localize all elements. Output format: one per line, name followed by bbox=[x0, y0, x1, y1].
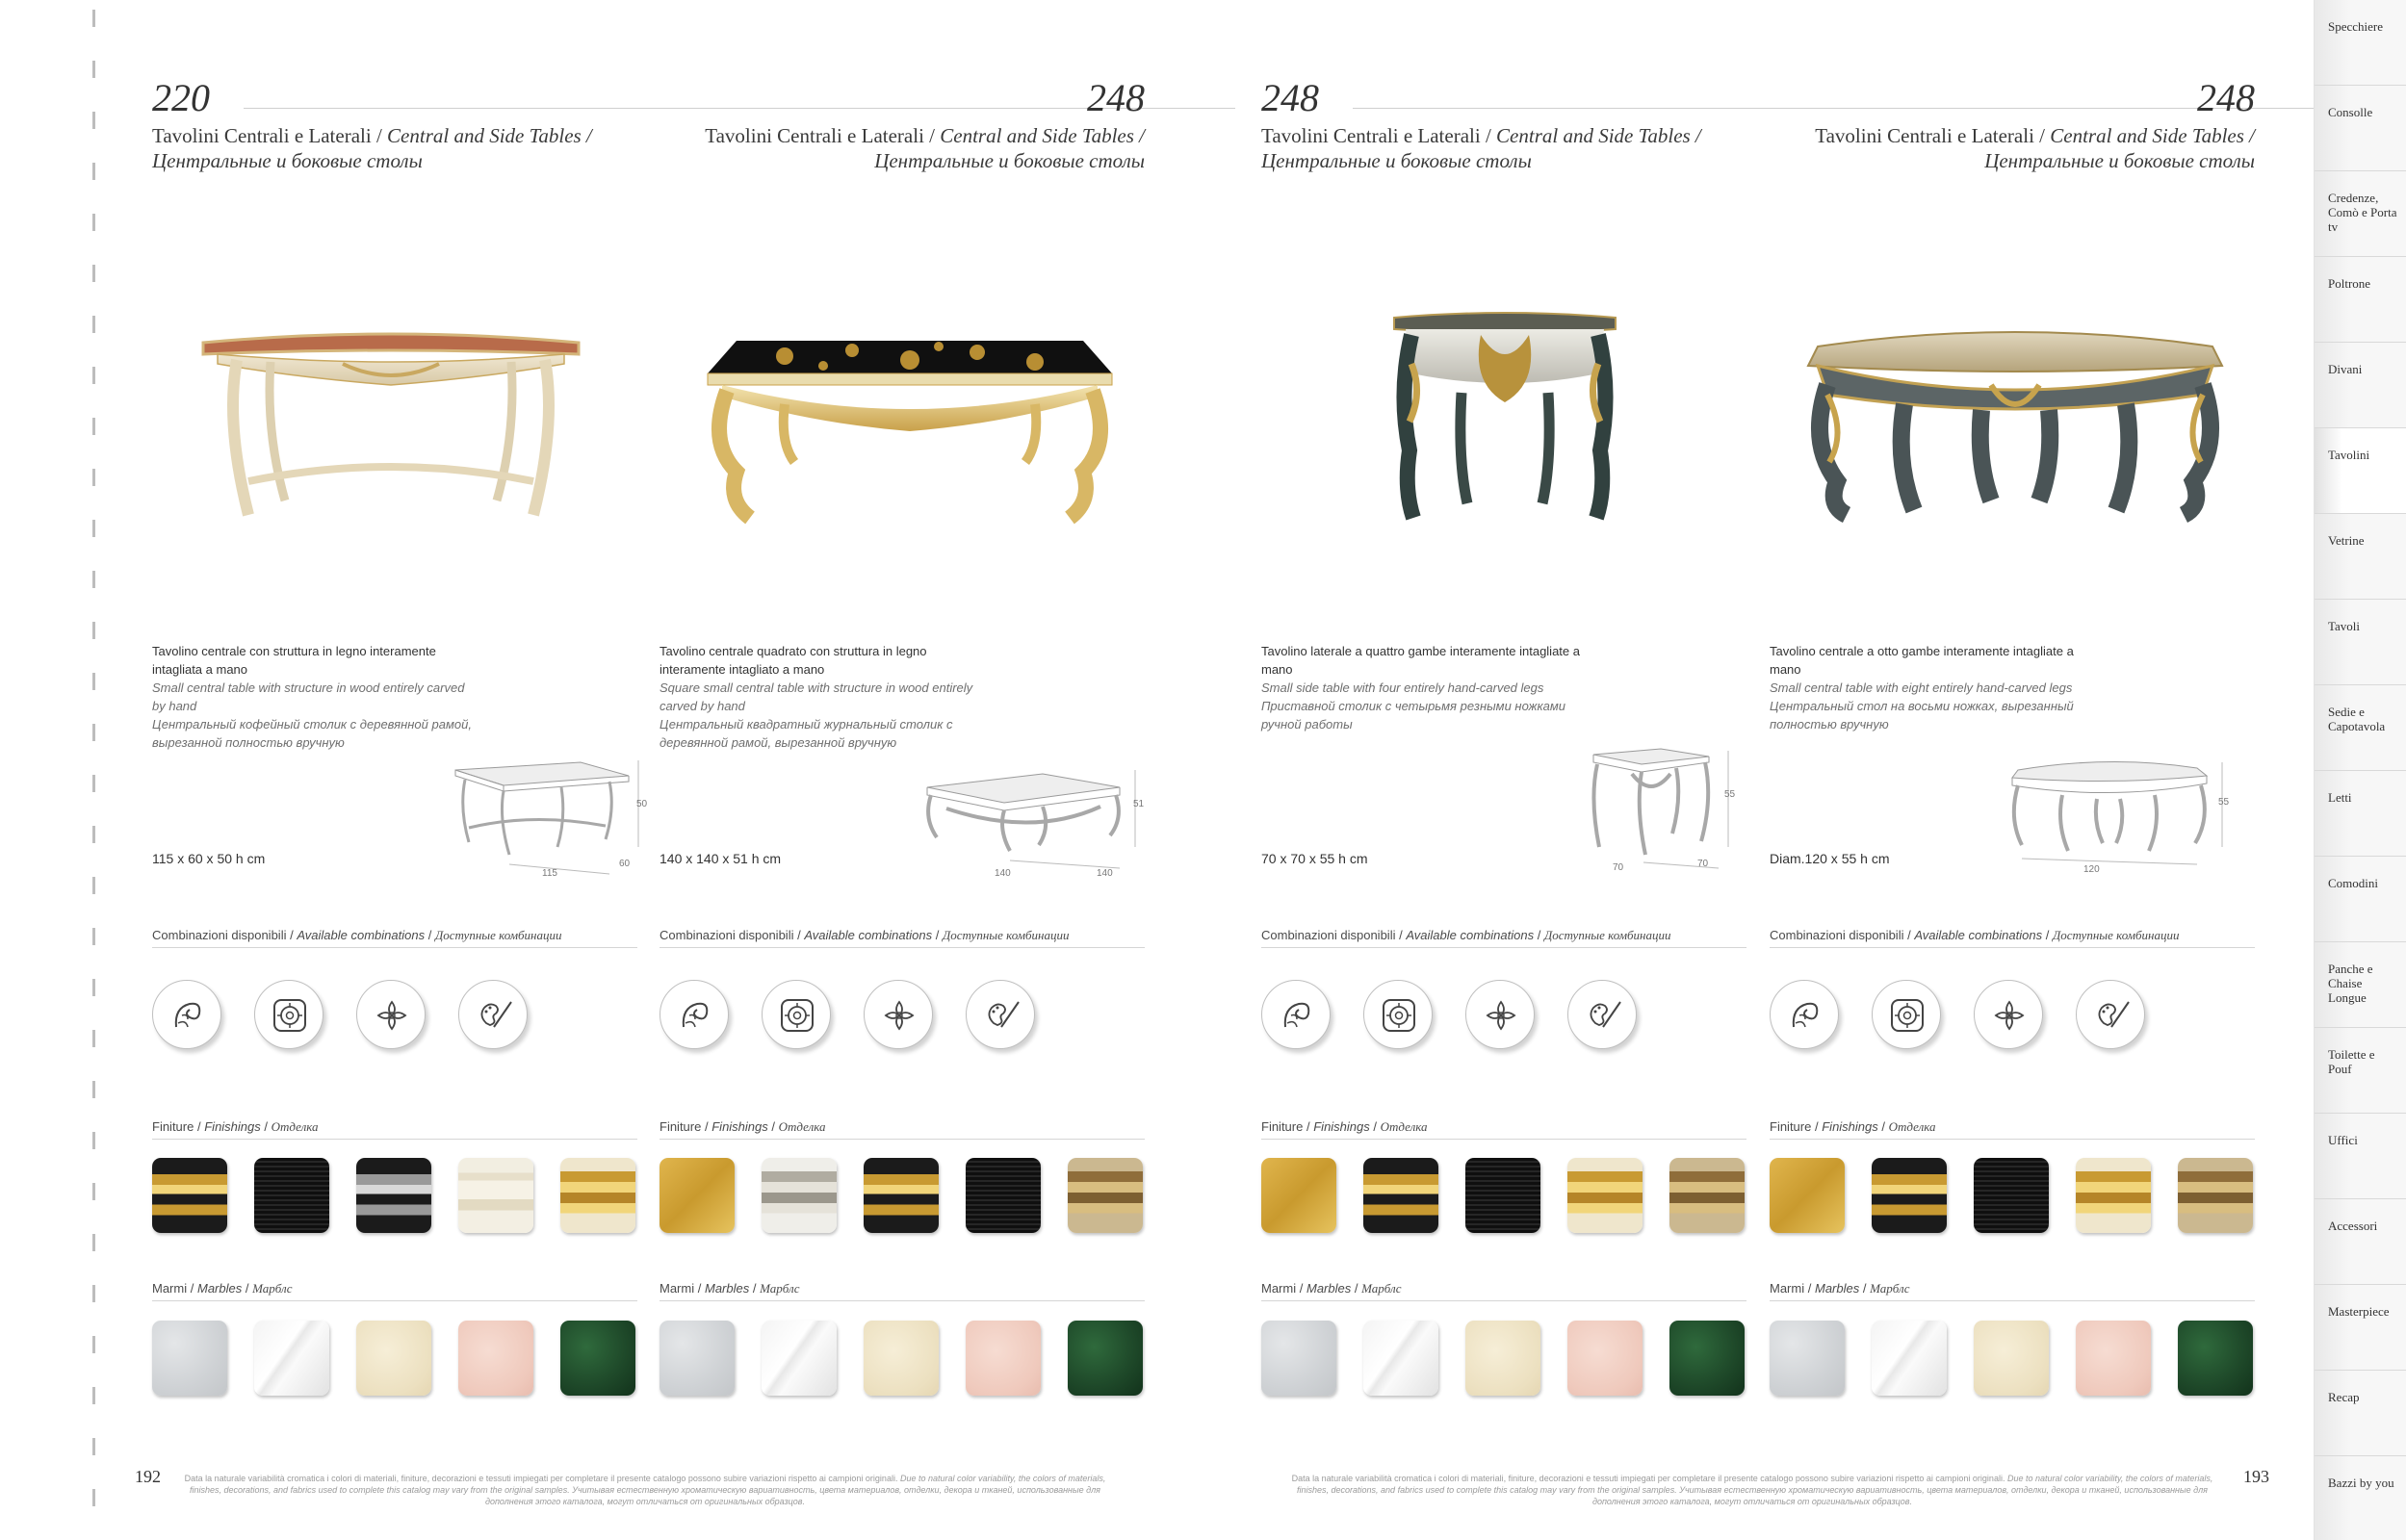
index-tab-tavolini[interactable]: Tavolini bbox=[2315, 428, 2406, 514]
binding-mark bbox=[92, 1132, 95, 1149]
finish-swatch-black bbox=[1974, 1158, 2049, 1233]
index-tab-specchiere[interactable]: Specchiere bbox=[2315, 0, 2406, 86]
finish-swatch-gold bbox=[660, 1158, 735, 1233]
finish-swatch-antique bbox=[1068, 1158, 1143, 1233]
product-description bbox=[660, 642, 987, 752]
binding-mark bbox=[92, 928, 95, 945]
binding-mark bbox=[92, 622, 95, 639]
category-header bbox=[644, 123, 1145, 173]
index-tab-panche-e-chaise-longue[interactable]: Panche e Chaise Longue bbox=[2315, 942, 2406, 1028]
page-reference: 220 bbox=[152, 76, 210, 119]
flower-carving-icon bbox=[864, 980, 933, 1049]
marbles-label: Marmi / Marbles / Марблс bbox=[152, 1281, 293, 1296]
flower-carving-icon bbox=[1974, 980, 2043, 1049]
pink-marble-swatch bbox=[2076, 1321, 2151, 1396]
pink-marble-swatch bbox=[458, 1321, 533, 1396]
dimensions: Diam.120 x 55 h cm bbox=[1770, 851, 1890, 866]
combinations-label: Combinazioni disponibili / Available combinations / Доступные комбинации bbox=[660, 928, 1070, 942]
finishings-rule bbox=[660, 1139, 1145, 1140]
cream-marble-swatch bbox=[1974, 1321, 2049, 1396]
sketch-height: 50 bbox=[636, 799, 648, 809]
index-tab-tavoli[interactable]: Tavoli bbox=[2315, 600, 2406, 685]
sketch-depth: 70 bbox=[1697, 859, 1709, 869]
finish-swatch-antique bbox=[2178, 1158, 2253, 1233]
page-number-left: 192 bbox=[135, 1467, 161, 1486]
white-carrara-marble-swatch bbox=[254, 1321, 329, 1396]
cream-marble-swatch bbox=[1465, 1321, 1540, 1396]
desc-ru: Центральный кофейный столик с деревянной рамой, вырезанной полностью вручную bbox=[152, 717, 472, 750]
header-ru: Центральные и боковые столы bbox=[874, 149, 1145, 172]
carving-icon bbox=[1770, 980, 1839, 1049]
desc-en: Small central table with eight entirely hand-carved legs bbox=[1770, 680, 2073, 695]
combinations-label: Combinazioni disponibili / Available combinations / Доступные комбинации bbox=[152, 928, 562, 942]
binding-mark bbox=[92, 1030, 95, 1047]
binding-mark bbox=[92, 1285, 95, 1302]
finishings-label: Finiture / Finishings / Отделка bbox=[1770, 1119, 1936, 1134]
marbles-rule bbox=[660, 1300, 1145, 1301]
binding-mark bbox=[92, 265, 95, 282]
finish-swatch-blacksilver bbox=[356, 1158, 431, 1233]
binding-mark bbox=[92, 1336, 95, 1353]
finishings-label: Finiture / Finishings / Отделка bbox=[1261, 1119, 1428, 1134]
product-photo bbox=[198, 318, 583, 529]
finish-swatch-goldivory bbox=[2076, 1158, 2151, 1233]
index-tab-uffici[interactable]: Uffici bbox=[2315, 1114, 2406, 1199]
finishings-rule bbox=[1770, 1139, 2255, 1140]
product-column-2 bbox=[660, 0, 1145, 1540]
finishings-rule bbox=[152, 1139, 637, 1140]
index-tab-letti[interactable]: Letti bbox=[2315, 771, 2406, 857]
page-reference: 248 bbox=[1261, 76, 1319, 119]
grey-marble-swatch bbox=[152, 1321, 227, 1396]
binding-mark bbox=[92, 571, 95, 588]
index-tab-bazzi-by-you[interactable]: Bazzi by you bbox=[2315, 1456, 2406, 1540]
sketch-width: 70 bbox=[1613, 862, 1624, 873]
sketch-depth: 140 bbox=[1097, 868, 1113, 879]
index-tab-comodini[interactable]: Comodini bbox=[2315, 857, 2406, 942]
green-marble-swatch bbox=[560, 1321, 635, 1396]
sketch-width: 115 bbox=[542, 868, 557, 879]
index-tab-toilette-e-pouf[interactable]: Toilette e Pouf bbox=[2315, 1028, 2406, 1114]
category-header bbox=[1261, 123, 1762, 173]
binding-mark bbox=[92, 1489, 95, 1506]
white-carrara-marble-swatch bbox=[1363, 1321, 1438, 1396]
sketch-width: 140 bbox=[995, 868, 1011, 879]
binding-mark bbox=[92, 724, 95, 741]
header-ru: Центральные и боковые столы bbox=[1261, 149, 1532, 172]
finish-swatch-blackgold bbox=[152, 1158, 227, 1233]
rosette-tile-icon bbox=[1872, 980, 1941, 1049]
binding-mark bbox=[92, 1438, 95, 1455]
product-photo bbox=[698, 327, 1122, 529]
product-photo bbox=[1798, 318, 2232, 529]
index-tab-vetrine[interactable]: Vetrine bbox=[2315, 514, 2406, 600]
binding-mark bbox=[92, 214, 95, 231]
page-number-right: 193 bbox=[2243, 1467, 2269, 1486]
combinations-rule bbox=[1261, 947, 1746, 948]
desc-ru: Приставной столик с четырьмя резными ножками ручной работы bbox=[1261, 699, 1565, 732]
binding-mark bbox=[92, 469, 95, 486]
binding-mark bbox=[92, 979, 95, 996]
rosette-tile-icon bbox=[1363, 980, 1433, 1049]
binding-mark bbox=[92, 61, 95, 78]
sketch-height: 55 bbox=[2218, 797, 2230, 808]
index-tab-credenze-comò-e-porta-tv[interactable]: Credenze, Comò e Porta tv bbox=[2315, 171, 2406, 257]
grey-marble-swatch bbox=[660, 1321, 735, 1396]
desc-en: Small central table with structure in wood entirely carved by hand bbox=[152, 680, 465, 713]
binding-mark bbox=[92, 418, 95, 435]
sketch-drawing bbox=[918, 760, 1145, 876]
grey-marble-swatch bbox=[1770, 1321, 1845, 1396]
header-it: Tavolini Centrali e Laterali / bbox=[152, 124, 382, 147]
binding-mark bbox=[92, 775, 95, 792]
combinations-label: Combinazioni disponibili / Available combinations / Доступные комбинации bbox=[1770, 928, 2180, 942]
index-tab-accessori[interactable]: Accessori bbox=[2315, 1199, 2406, 1285]
sketch-height: 55 bbox=[1724, 789, 1736, 800]
sketch-drawing bbox=[1584, 741, 1738, 876]
catalog-index-tabs bbox=[2314, 0, 2406, 1540]
category-header bbox=[152, 123, 653, 173]
desc-it: Tavolino centrale quadrato con struttura in legno interamente intagliato a mano bbox=[660, 644, 927, 677]
green-marble-swatch bbox=[1669, 1321, 1745, 1396]
header-en: Central and Side Tables / bbox=[940, 124, 1145, 147]
binding-mark bbox=[92, 367, 95, 384]
marbles-label: Marmi / Marbles / Марблс bbox=[1261, 1281, 1402, 1296]
finish-swatch-black bbox=[254, 1158, 329, 1233]
combinations-rule bbox=[660, 947, 1145, 948]
binding-mark bbox=[92, 673, 95, 690]
dimension-sketch bbox=[918, 760, 1145, 886]
page-reference: 248 bbox=[1087, 76, 1145, 119]
finish-swatch-black bbox=[1465, 1158, 1540, 1233]
page-reference: 248 bbox=[2197, 76, 2255, 119]
desc-it: Tavolino centrale con struttura in legno interamente intagliata a mano bbox=[152, 644, 436, 677]
finish-swatch-gold bbox=[1770, 1158, 1845, 1233]
grey-marble-swatch bbox=[1261, 1321, 1336, 1396]
flower-carving-icon bbox=[356, 980, 426, 1049]
header-en: Central and Side Tables / bbox=[2050, 124, 2255, 147]
carving-icon bbox=[1261, 980, 1331, 1049]
header-it: Tavolini Centrali e Laterali / bbox=[1815, 124, 2045, 147]
marbles-label: Marmi / Marbles / Марблс bbox=[1770, 1281, 1910, 1296]
header-en: Central and Side Tables / bbox=[387, 124, 592, 147]
header-ru: Центральные и боковые столы bbox=[152, 149, 423, 172]
color-disclaimer-right: Data la naturale variabilità cromatica i colori di materiali, finiture, decorazioni e tessuti impiegati per completare il presente catalogo possono subire variazioni rispetto ai campioni originali. Due to natural color variability, the colors of materials, finishes, decorations, and fabrics used to complete this catalog may vary from the original samples. Учитывая естественную хроматическую вариативность, цвета материалов, отделки, декора и тканей, использованные для дополнения этого каталога, могут отличаться от оригинальных образцов. bbox=[1291, 1474, 2213, 1506]
index-tab-masterpiece[interactable]: Masterpiece bbox=[2315, 1285, 2406, 1371]
dimensions: 140 x 140 x 51 h cm bbox=[660, 851, 782, 866]
flower-carving-icon bbox=[1465, 980, 1535, 1049]
sketch-drawing bbox=[446, 751, 648, 876]
carving-icon bbox=[660, 980, 729, 1049]
binding-marks bbox=[92, 10, 96, 1530]
index-tab-recap[interactable]: Recap bbox=[2315, 1371, 2406, 1456]
header-ru: Центральные и боковые столы bbox=[1984, 149, 2255, 172]
binding-mark bbox=[92, 1081, 95, 1098]
binding-mark bbox=[92, 877, 95, 894]
dimensions: 115 x 60 x 50 h cm bbox=[152, 851, 266, 866]
index-tab-poltrone[interactable]: Poltrone bbox=[2315, 257, 2406, 343]
pink-marble-swatch bbox=[1567, 1321, 1643, 1396]
binding-mark bbox=[92, 1387, 95, 1404]
finish-swatch-gold bbox=[1261, 1158, 1336, 1233]
index-tab-consolle[interactable]: Consolle bbox=[2315, 86, 2406, 171]
desc-it: Tavolino centrale a otto gambe interamente intagliate a mano bbox=[1770, 644, 2074, 677]
binding-mark bbox=[92, 163, 95, 180]
product-description bbox=[1261, 642, 1589, 733]
finish-swatch-blackgold bbox=[1363, 1158, 1438, 1233]
binding-mark bbox=[92, 1234, 95, 1251]
combinations-rule bbox=[152, 947, 637, 948]
paint-brush-icon bbox=[1567, 980, 1637, 1049]
paint-brush-icon bbox=[2076, 980, 2145, 1049]
category-header bbox=[1754, 123, 2255, 173]
binding-mark bbox=[92, 520, 95, 537]
dimension-sketch bbox=[2005, 751, 2232, 886]
product-description bbox=[1770, 642, 2097, 733]
white-carrara-marble-swatch bbox=[762, 1321, 837, 1396]
finish-swatch-blackgold bbox=[864, 1158, 939, 1233]
dimensions: 70 x 70 x 55 h cm bbox=[1261, 851, 1368, 866]
rosette-tile-icon bbox=[762, 980, 831, 1049]
white-carrara-marble-swatch bbox=[1872, 1321, 1947, 1396]
desc-it: Tavolino laterale a quattro gambe interamente intagliate a mano bbox=[1261, 644, 1580, 677]
binding-mark bbox=[92, 112, 95, 129]
binding-mark bbox=[92, 10, 95, 27]
binding-mark bbox=[92, 826, 95, 843]
binding-mark bbox=[92, 316, 95, 333]
finish-swatch-ivory bbox=[458, 1158, 533, 1233]
green-marble-swatch bbox=[2178, 1321, 2253, 1396]
marbles-rule bbox=[152, 1300, 637, 1301]
product-photo bbox=[1384, 306, 1625, 527]
dimension-sketch bbox=[1584, 741, 1738, 886]
desc-ru: Центральный стол на восьми ножках, вырезанный полностью вручную bbox=[1770, 699, 2074, 732]
cream-marble-swatch bbox=[864, 1321, 939, 1396]
green-marble-swatch bbox=[1068, 1321, 1143, 1396]
sketch-height: 51 bbox=[1133, 799, 1145, 809]
marbles-rule bbox=[1261, 1300, 1746, 1301]
sketch-drawing bbox=[2005, 751, 2232, 876]
desc-en: Small side table with four entirely hand-carved legs bbox=[1261, 680, 1544, 695]
finish-swatch-goldivory bbox=[560, 1158, 635, 1233]
dimension-sketch bbox=[446, 751, 648, 886]
paint-brush-icon bbox=[966, 980, 1035, 1049]
finishings-rule bbox=[1261, 1139, 1746, 1140]
finish-swatch-goldivory bbox=[1567, 1158, 1643, 1233]
marbles-label: Marmi / Marbles / Марблс bbox=[660, 1281, 800, 1296]
sketch-depth: 60 bbox=[619, 859, 631, 869]
finish-swatch-blackgold bbox=[1872, 1158, 1947, 1233]
paint-brush-icon bbox=[458, 980, 528, 1049]
combinations-rule bbox=[1770, 947, 2255, 948]
combinations-label: Combinazioni disponibili / Available combinations / Доступные комбинации bbox=[1261, 928, 1671, 942]
product-description bbox=[152, 642, 479, 752]
finish-swatch-black bbox=[966, 1158, 1041, 1233]
finish-swatch-silverivory bbox=[762, 1158, 837, 1233]
finish-swatch-antique bbox=[1669, 1158, 1745, 1233]
carving-icon bbox=[152, 980, 221, 1049]
product-column-3 bbox=[1261, 0, 1746, 1540]
color-disclaimer-left: Data la naturale variabilità cromatica i colori di materiali, finiture, decorazioni e tessuti impiegati per completare il presente catalogo possono subire variazioni rispetto ai campioni originali. Due to natural color variability, the colors of materials, finishes, decorations, and fabrics used to complete this catalog may vary from the original samples. Учитывая естественную хроматическую вариативность, цвета материалов, отделки, декора и тканей, использованные для дополнения этого каталога, могут отличаться от оригинальных образцов. bbox=[184, 1474, 1106, 1506]
index-tab-divani[interactable]: Divani bbox=[2315, 343, 2406, 428]
index-tab-sedie-e-capotavola[interactable]: Sedie e Capotavola bbox=[2315, 685, 2406, 771]
header-en: Central and Side Tables / bbox=[1496, 124, 1701, 147]
product-column-4 bbox=[1770, 0, 2255, 1540]
desc-en: Square small central table with structure in wood entirely carved by hand bbox=[660, 680, 973, 713]
pink-marble-swatch bbox=[966, 1321, 1041, 1396]
rosette-tile-icon bbox=[254, 980, 323, 1049]
finishings-label: Finiture / Finishings / Отделка bbox=[152, 1119, 319, 1134]
cream-marble-swatch bbox=[356, 1321, 431, 1396]
header-it: Tavolini Centrali e Laterali / bbox=[1261, 124, 1491, 147]
header-it: Tavolini Centrali e Laterali / bbox=[705, 124, 935, 147]
desc-ru: Центральный квадратный журнальный столик с деревянной рамой, вырезанной вручную bbox=[660, 717, 953, 750]
marbles-rule bbox=[1770, 1300, 2255, 1301]
binding-mark bbox=[92, 1183, 95, 1200]
finishings-label: Finiture / Finishings / Отделка bbox=[660, 1119, 826, 1134]
sketch-width: 120 bbox=[2083, 864, 2100, 875]
